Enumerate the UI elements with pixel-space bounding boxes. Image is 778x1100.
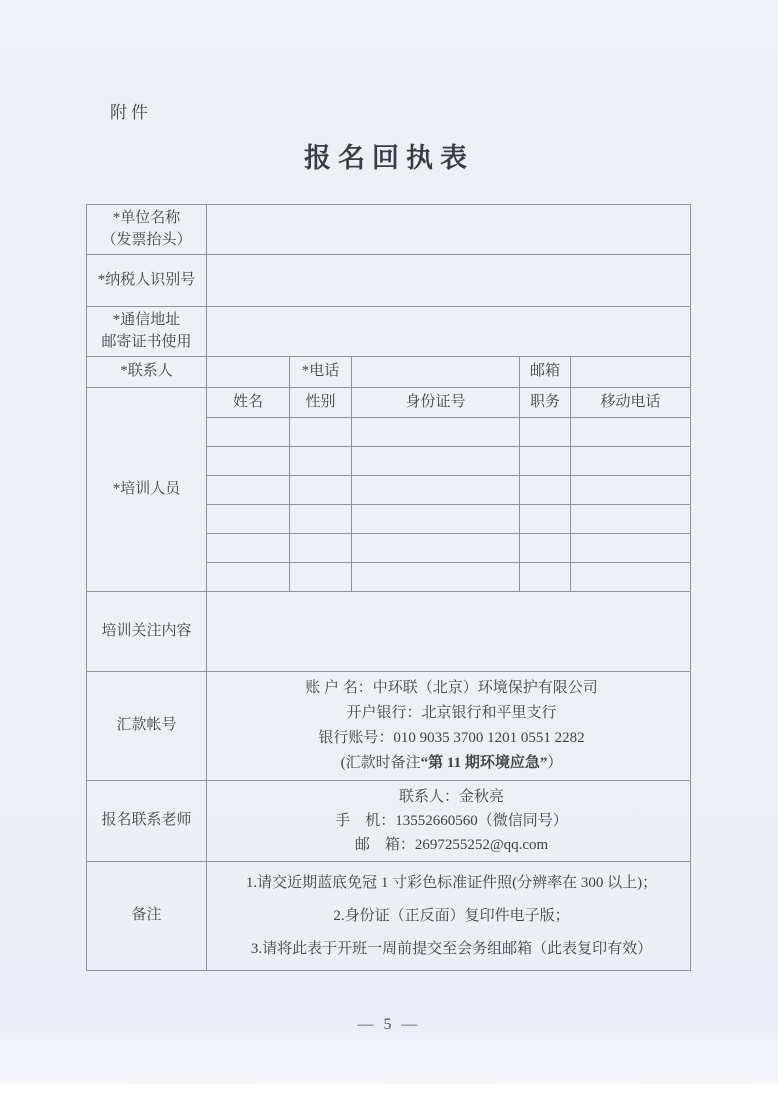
address-label-line2: 邮寄证书使用 <box>101 333 192 350</box>
registration-contact-mobile: 手 机：13552660560（微信同号） <box>335 813 568 829</box>
trainee-blank-cell <box>352 447 520 476</box>
training-focus-label: 培训关注内容 <box>87 592 207 672</box>
trainee-blank-cell <box>290 505 352 534</box>
remarks-item-3: 3.请将此表于开班一周前提交至会务组邮箱（此表复印有效） <box>250 940 653 957</box>
contact-email-cell <box>571 357 691 388</box>
registration-form-table <box>86 204 691 971</box>
trainee-blank-cell <box>571 505 691 534</box>
trainee-blank-cell <box>352 505 520 534</box>
table-row <box>87 862 691 971</box>
trainee-blank-cell <box>520 534 571 563</box>
trainee-blank-cell <box>520 418 571 447</box>
address-label <box>87 307 207 357</box>
trainee-blank-cell <box>207 505 290 534</box>
remarks-label: 备注 <box>87 862 207 971</box>
trainee-blank-cell <box>571 563 691 592</box>
trainee-blank-cell <box>571 447 691 476</box>
training-focus-value-cell <box>207 592 691 672</box>
trainee-blank-cell <box>571 476 691 505</box>
address-value-cell <box>207 307 691 357</box>
trainee-blank-cell <box>207 534 290 563</box>
trainee-col-position: 职务 <box>520 388 571 418</box>
table-row <box>87 307 691 357</box>
taxpayer-id-value-cell <box>207 255 691 307</box>
attachment-label: 附件 <box>110 103 152 122</box>
remarks-cell <box>207 862 691 971</box>
remittance-note: (汇款时备注“第 11 期环境应急”） <box>340 755 563 771</box>
trainee-blank-cell <box>290 476 352 505</box>
trainee-blank-cell <box>207 418 290 447</box>
trainee-blank-cell <box>352 418 520 447</box>
trainee-blank-cell <box>571 534 691 563</box>
unit-name-label-line2: （发票抬头） <box>101 231 192 248</box>
trainee-col-mobile: 移动电话 <box>571 388 691 418</box>
trainee-blank-cell <box>207 476 290 505</box>
trainee-header-row <box>87 388 691 418</box>
table-row <box>87 205 691 255</box>
remarks-item-2: 2.身份证（正反面）复印件电子版； <box>333 907 570 924</box>
address-label-line1: *通信地址 <box>112 311 181 328</box>
contact-label: *联系人 <box>87 357 207 388</box>
trainees-label: *培训人员 <box>87 388 207 592</box>
contact-name-cell <box>207 357 290 388</box>
remarks-item-1: 1.请交近期蓝底免冠 1 寸彩色标准证件照(分辨率在 300 以上)； <box>245 874 658 891</box>
table-row <box>87 592 691 672</box>
page-number: — 5 — <box>357 1016 421 1033</box>
trainee-blank-cell <box>352 534 520 563</box>
table-row <box>87 357 691 388</box>
trainee-blank-cell <box>290 563 352 592</box>
trainee-blank-cell <box>290 447 352 476</box>
trainee-blank-cell <box>352 476 520 505</box>
trainee-col-name: 姓名 <box>207 388 290 418</box>
remittance-bank: 开户银行：北京银行和平里支行 <box>346 705 557 721</box>
trainee-col-gender: 性别 <box>290 388 352 418</box>
trainee-blank-cell <box>207 447 290 476</box>
trainee-blank-cell <box>290 418 352 447</box>
unit-name-label <box>87 205 207 255</box>
trainee-blank-cell <box>520 563 571 592</box>
contact-email-label: 邮箱 <box>520 357 571 388</box>
registration-contact-email: 邮 箱：2697255252@qq.com <box>354 837 549 853</box>
remittance-details-cell <box>207 672 691 781</box>
trainee-blank-cell <box>520 505 571 534</box>
remittance-note-emphasis: “第 11 期环境应急” <box>420 755 548 771</box>
trainee-blank-cell <box>520 476 571 505</box>
table-row <box>87 781 691 862</box>
remittance-label: 汇款帐号 <box>87 672 207 781</box>
taxpayer-id-label: *纳税人识别号 <box>87 255 207 307</box>
trainee-blank-cell <box>290 534 352 563</box>
table-row <box>87 255 691 307</box>
unit-name-label-line1: *单位名称 <box>112 209 181 226</box>
remittance-account-number: 银行账号：010 9035 3700 1201 0551 2282 <box>318 730 585 746</box>
page-title: 报名回执表 <box>304 143 474 173</box>
unit-name-value-cell <box>207 205 691 255</box>
registration-contact-details-cell <box>207 781 691 862</box>
contact-phone-label: *电话 <box>290 357 352 388</box>
trainee-blank-cell <box>352 563 520 592</box>
registration-contact-name: 联系人：金秋亮 <box>399 789 505 805</box>
trainee-blank-cell <box>207 563 290 592</box>
registration-contact-label: 报名联系老师 <box>87 781 207 862</box>
trainee-blank-cell <box>520 447 571 476</box>
contact-phone-cell <box>352 357 520 388</box>
remittance-account-name: 账 户 名：中环联（北京）环境保护有限公司 <box>305 680 598 696</box>
trainee-blank-cell <box>571 418 691 447</box>
trainee-col-id-number: 身份证号 <box>352 388 520 418</box>
table-row <box>87 672 691 781</box>
